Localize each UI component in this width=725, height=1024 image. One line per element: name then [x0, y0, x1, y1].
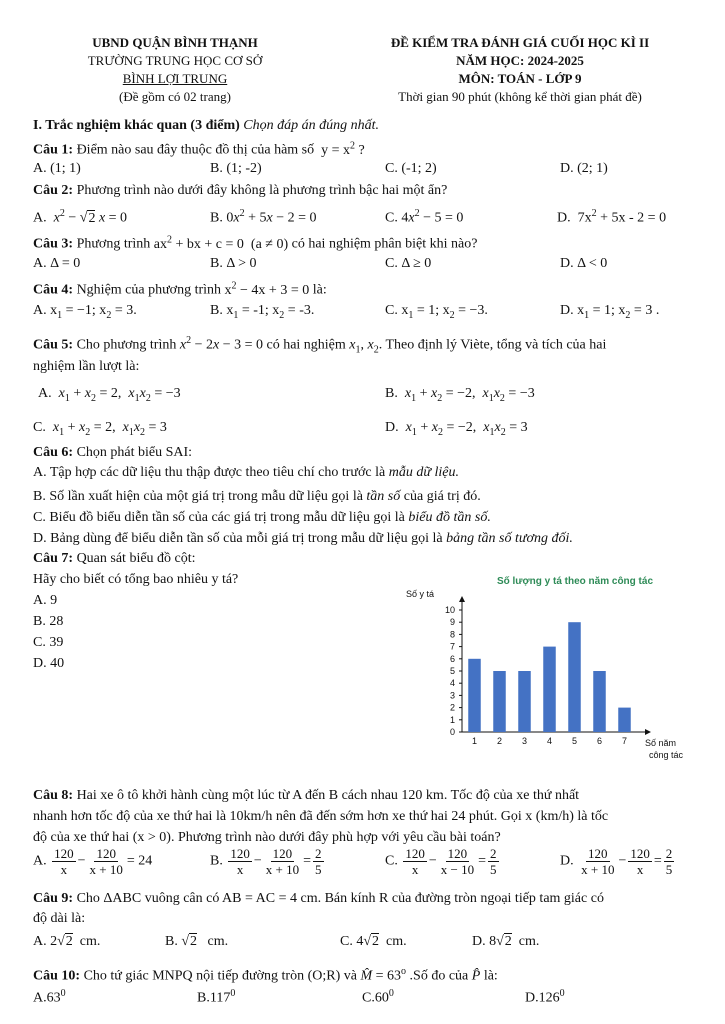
chart-y-tick-label: 10: [444, 605, 455, 615]
nurse-bar-chart: [400, 570, 690, 770]
question-3: Câu 3: Phương trình $ax^2$ + bx + c = 0 (a ≠ 0) có hai nghiệm phân biệt khi nào?: [33, 234, 478, 252]
section-title: I. Trắc nghiệm khác quan (3 điểm) Chọn đáp án đúng nhất.: [33, 118, 380, 133]
q8-option-a: A. $\frac{120}{x}$ − $\frac{120}{x + 10}$ = 24: [33, 846, 153, 877]
q7-option-b: B. 28: [33, 614, 64, 629]
chart-x-label-2: công tác: [649, 750, 684, 760]
question-9-line2: độ dài là:: [33, 911, 86, 926]
question-10: Câu 10: Cho tứ giác MNPQ nội tiếp đường tròn (O;R) và M̂ = $63^o$ .Số đo của P̂ là:: [33, 966, 498, 984]
q3-option-b: B. Δ > 0: [210, 256, 257, 271]
chart-x-arrow: [645, 729, 651, 735]
chart-bar: [593, 671, 606, 732]
q6-option-a: A. Tập hợp các dữ liệu thu thập được theo tiêu chí cho trước là mẫu dữ liệu.: [33, 465, 459, 480]
q10-option-c: $C.60^0$: [362, 988, 394, 1006]
q8-option-c: C. $\frac{120}{x}$ − $\frac{120}{x - 10}$ = $\frac{2}{5}$: [385, 846, 497, 877]
q8-option-d: D. $\frac{120}{x + 10}$ − $\frac{120}{x}$ = $\frac{2}{5}$: [560, 846, 673, 877]
time-limit: Thời gian 90 phút (không kể thời gian phát đề): [398, 89, 642, 104]
q9-option-a: A. 2√2 cm.: [33, 934, 101, 949]
exam-header: [345, 34, 695, 106]
question-2: Câu 2: Phương trình nào dưới đây không là phương trình bậc hai một ẩn?: [33, 183, 448, 198]
q6-option-d: D. Bảng dùng để biểu diễn tần số của mỗi giá trị trong mẫu dữ liệu gọi là bảng tần số tương đối.: [33, 531, 573, 546]
chart-bar: [543, 647, 556, 732]
chart-bar: [568, 622, 581, 732]
q1-option-c: C. (-1; 2): [385, 161, 437, 176]
q7-option-a: A. 9: [33, 593, 58, 608]
chart-y-tick-label: 5: [449, 666, 455, 676]
chart-x-tick-label: 6: [596, 736, 603, 746]
q6-option-c: C. Biểu đồ biểu diễn tần số của các giá trị trong mẫu dữ liệu gọi là biểu đồ tần số.: [33, 510, 491, 525]
chart-x-tick-label: 3: [521, 736, 528, 746]
q9-option-d: D. 8√2 cm.: [472, 934, 540, 949]
school-year: NĂM HỌC: 2024-2025: [456, 53, 584, 68]
question-9: Câu 9: Cho ΔABC vuông cân có AB = AC = 4 cm. Bán kính R của đường tròn ngoại tiếp tam giác có: [33, 891, 604, 906]
chart-x-tick-label: 5: [571, 736, 578, 746]
q5-option-b: B. $x_1 + x_2 = -2$, $x_1x_2 = -3$: [385, 386, 535, 404]
q1-option-b: B. (1; -2): [210, 161, 262, 176]
q1-option-d: D. (2; 1): [560, 161, 608, 176]
q8-option-b: B. $\frac{120}{x}$ − $\frac{120}{x + 10}$ = $\frac{2}{5}$: [210, 846, 322, 877]
q10-option-a: $A.63^0$: [33, 988, 66, 1006]
q4-option-b: B. $x_1 = -1$; $x_2 = -3$.: [210, 303, 315, 321]
district-name: UBND QUẬN BÌNH THẠNH: [92, 35, 258, 50]
q6-option-b: B. Số lần xuất hiện của một giá trị trong mẫu dữ liệu gọi là tần số của giá trị đó.: [33, 489, 481, 504]
q10-option-d: D.126$^0$: [525, 988, 565, 1006]
chart-y-tick-label: 2: [449, 702, 455, 713]
chart-x-tick-label: 1: [471, 736, 478, 746]
chart-y-tick-label: 3: [449, 690, 455, 701]
q2-option-b: B. $0x^2 + 5x - 2 = 0$: [210, 208, 317, 226]
chart-x-tick-label: 4: [546, 736, 553, 746]
chart-y-tick-label: 4: [449, 678, 455, 689]
chart-y-arrow: [459, 596, 465, 602]
q5-option-d: D. $x_1 + x_2 = -2$, $x_1x_2 = 3$: [385, 420, 528, 438]
q9-option-b: B. √2 cm.: [165, 934, 229, 949]
q10-option-b: B.117$^0$: [197, 988, 236, 1006]
question-5-line2: nghiệm lần lượt là:: [33, 359, 140, 374]
question-4: Câu 4: Nghiệm của phương trình $x^2 - 4x + 3 = 0$ là:: [33, 280, 327, 298]
school-name: BÌNH LỢI TRUNG: [122, 71, 228, 86]
chart-y-tick-label: 8: [449, 629, 455, 640]
chart-y-tick-label: 6: [449, 653, 455, 664]
chart-x-label-1: Số năm: [645, 738, 677, 748]
chart-x-tick-label: 7: [621, 736, 628, 746]
exam-title: ĐỀ KIỂM TRA ĐÁNH GIÁ CUỐI HỌC KÌ II: [390, 35, 650, 50]
question-7-line2: Hãy cho biết có tổng bao nhiêu y tá?: [33, 572, 239, 587]
q4-option-c: C. $x_1 = 1$; $x_2 = -3$.: [385, 303, 488, 321]
q2-option-a: A. $x^2 - √2$ x = 0: [33, 208, 128, 226]
q3-option-c: C. Δ ≥ 0: [385, 256, 432, 271]
chart-bar: [618, 708, 631, 732]
chart-y-tick-label: 7: [449, 641, 455, 652]
chart-bar: [518, 671, 531, 732]
question-8-line2: nhanh hơn tốc độ của xe thứ hai là 10km/h nên đã đến sớm hơn xe thứ hai 24 phút. Gọi x (km/h) là tốc: [33, 809, 609, 824]
q5-option-a: A. $x_1 + x_2 = 2$, $x_1x_2 = -3$: [38, 386, 181, 404]
q9-option-c: C. 4√2 cm.: [340, 934, 407, 949]
chart-y-label: Số y tá: [406, 589, 435, 599]
chart-y-tick-label: 9: [449, 617, 455, 628]
q4-option-a: A. $x_1 = -1$; $x_2 = 3$.: [33, 303, 137, 321]
question-5: Câu 5: Cho phương trình $x^2 - 2x - 3 = 0$ có hai nghiệm $x_1$, $x_2$. Theo định lý Viète, tổng và tích của hai: [33, 335, 607, 356]
question-8-line3: độ của xe thứ hai (x > 0). Phương trình nào dưới đây phù hợp với yêu cầu bài toán?: [33, 830, 501, 845]
school-header: [30, 34, 320, 106]
q2-option-d: D. $7x^2 + 5x - 2 = 0$: [557, 208, 667, 226]
q3-option-d: D. Δ < 0: [560, 256, 608, 271]
chart-bar: [468, 659, 481, 732]
question-8: Câu 8: Hai xe ô tô khởi hành cùng một lúc từ A đến B cách nhau 120 km. Tốc độ của xe thứ nhất: [33, 788, 580, 803]
question-6: Câu 6: Chọn phát biểu SAI:: [33, 445, 193, 460]
q7-option-d: D. 40: [33, 656, 65, 671]
question-1: Câu 1: Điểm nào sau đây thuộc đồ thị của hàm số $y = x^2$ ?: [33, 140, 365, 158]
page-count-note: (Đề gồm có 02 trang): [119, 89, 231, 104]
q7-option-c: C. 39: [33, 635, 64, 650]
chart-title: Số lượng y tá theo năm công tác: [496, 576, 654, 587]
q2-option-c: C. $4x^2 - 5 = 0$: [385, 208, 464, 226]
chart-y-tick-label: 0: [449, 727, 455, 737]
subject: MÔN: TOÁN - LỚP 9: [458, 71, 582, 86]
chart-x-tick-label: 2: [496, 736, 503, 746]
school-type: TRƯỜNG TRUNG HỌC CƠ SỞ: [87, 53, 263, 68]
q5-option-c: C. $x_1 + x_2 = 2$, $x_1x_2 = 3$: [33, 420, 167, 438]
chart-y-tick-label: 1: [449, 714, 455, 725]
q4-option-d: D. $x_1 = 1$; $x_2 = 3$ .: [560, 303, 660, 321]
question-7: Câu 7: Quan sát biểu đồ cột:: [33, 551, 196, 566]
q1-option-a: A. (1; 1): [33, 161, 81, 176]
q3-option-a: A. Δ = 0: [33, 256, 81, 271]
chart-bar: [493, 671, 506, 732]
q1-function: $y = x^2$ ?: [317, 140, 365, 158]
